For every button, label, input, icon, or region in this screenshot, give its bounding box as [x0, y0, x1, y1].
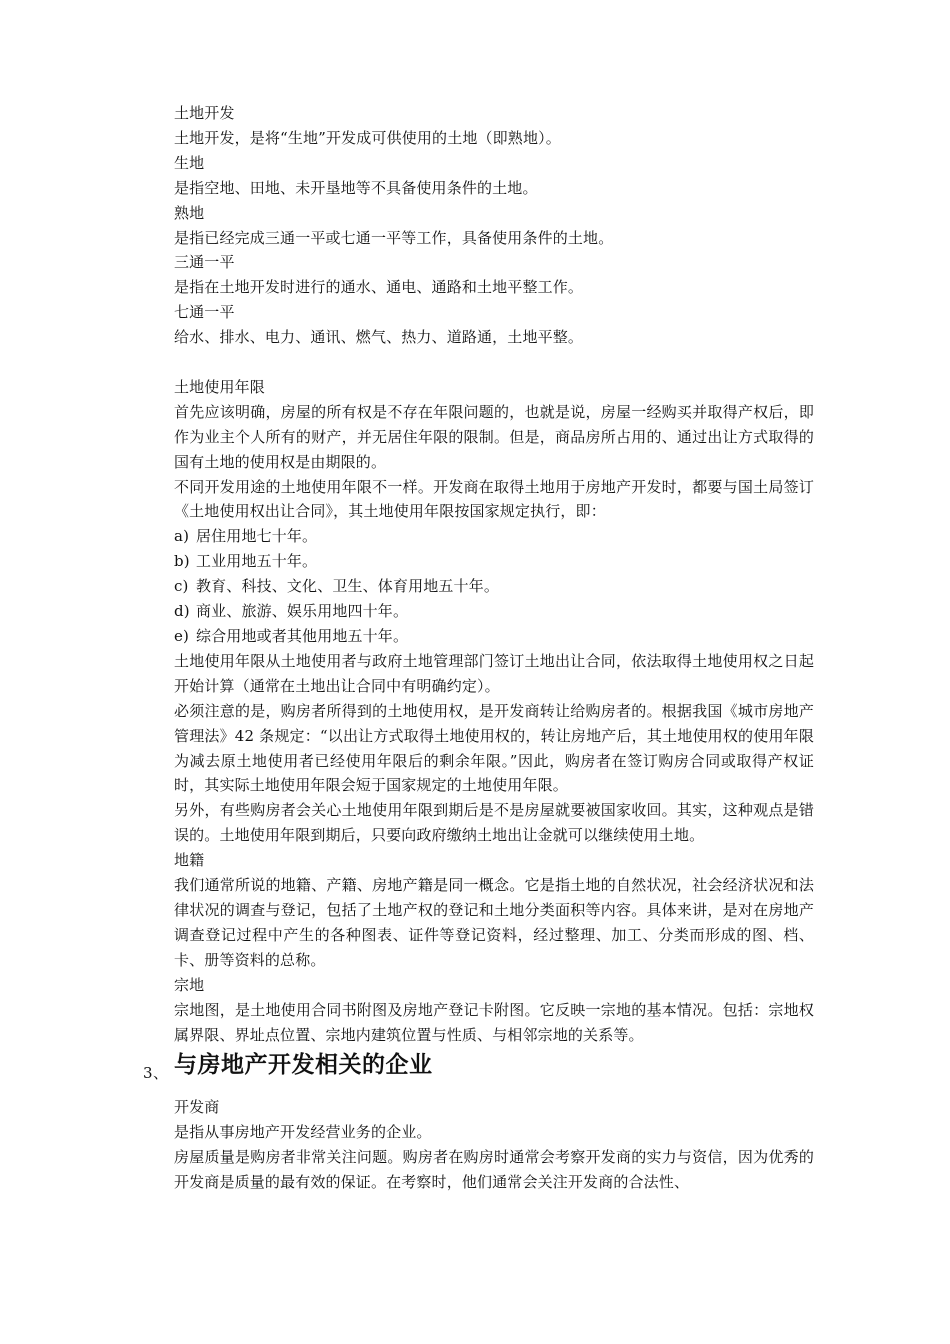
paragraph: 不同开发用途的土地使用年限不一样。开发商在取得土地用于房地产开发时，都要与国土局签订《土地使用权出让合同》，其土地使用年限按国家规定执行，即：	[174, 477, 814, 521]
term-definition: 我们通常所说的地籍、产籍、房地产籍是同一概念。它是指土地的自然状况，社会经济状况和法律状况的调查与登记，包括了土地产权的登记和土地分类面积等内容。具体来讲，是对在房地产调查登记过程中产生的各种图表、证件等登记资料，经过整理、加工、分类而形成的图、档、卡、册等资料的总称。	[174, 876, 814, 969]
list-marker: c)	[174, 577, 189, 596]
section-number: 3、	[143, 1064, 169, 1083]
term-title: 开发商	[174, 1098, 220, 1117]
list-item	[174, 624, 814, 649]
section-heading	[143, 1049, 814, 1083]
blank-line	[174, 350, 814, 375]
list-item	[174, 574, 814, 599]
term-definition: 给水、排水、电力、通讯、燃气、热力、道路通，土地平整。	[174, 328, 584, 347]
term-title: 生地	[174, 153, 205, 172]
term-title: 土地使用年限	[174, 377, 265, 396]
list-text: 教育、科技、文化、卫生、体育用地五十年。	[196, 577, 500, 596]
term-title: 土地开发	[174, 104, 235, 122]
section-title: 与房地产开发相关的企业	[174, 1052, 433, 1079]
list-text: 商业、旅游、娱乐用地四十年。	[196, 602, 409, 621]
term-definition: 土地开发，是将“生地”开发成可供使用的土地（即熟地）。	[174, 128, 561, 147]
paragraph: 首先应该明确，房屋的所有权是不存在年限问题的，也就是说，房屋一经购买并取得产权后，即作为业主个人所有的财产，并无居住年限的限制。但是，商品房所占用的、通过出让方式取得的国有土地的使用权是由期限的。	[174, 402, 814, 471]
list-text: 工业用地五十年。	[196, 552, 318, 571]
list-text: 综合用地或者其他用地五十年。	[196, 627, 409, 646]
term-definition: 宗地图，是土地使用合同书附图及房地产登记卡附图。它反映一宗地的基本情况。包括：宗地权属界限、界址点位置、宗地内建筑位置与性质、与相邻宗地的关系等。	[174, 1000, 814, 1044]
term-definition: 是指已经完成三通一平或七通一平等工作，具备使用条件的土地。	[174, 228, 614, 247]
list-marker: b)	[174, 552, 190, 571]
list-marker: a)	[174, 527, 190, 546]
term-title: 熟地	[174, 203, 205, 222]
paragraph: 土地使用年限从土地使用者与政府土地管理部门签订土地出让合同，依法取得土地使用权之日起开始计算（通常在土地出让合同中有明确约定）。	[174, 651, 814, 695]
term-title: 宗地	[174, 975, 205, 994]
list-marker: e)	[174, 627, 190, 646]
term-title: 七通一平	[174, 303, 235, 322]
list-text: 居住用地七十年。	[196, 527, 318, 546]
term-definition: 是指在土地开发时进行的通水、通电、通路和土地平整工作。	[174, 278, 584, 297]
list-item	[174, 549, 814, 574]
list-item	[174, 599, 814, 624]
term-definition: 是指空地、田地、未开垦地等不具备使用条件的土地。	[174, 178, 538, 197]
term-title: 地籍	[174, 851, 205, 870]
list-item	[174, 524, 814, 549]
paragraph: 必须注意的是，购房者所得到的土地使用权，是开发商转让给购房者的。根据我国《城市房地产管理法》42 条规定：“以出让方式取得土地使用权的，转让房地产后，其土地使用权的使用年限为减去原土地使用者已经使用年限后的剩余年限。”因此，购房者在签订购房合同或取得产权证时，其实际土地使用年限会短于国家规定的土地使用年限。	[174, 701, 814, 795]
term-title: 三通一平	[174, 253, 235, 272]
paragraph: 另外，有些购房者会关心土地使用年限到期后是不是房屋就要被国家收回。其实，这种观点是错误的。土地使用年限到期后，只要向政府缴纳土地出让金就可以继续使用土地。	[174, 801, 814, 845]
paragraph: 房屋质量是购房者非常关注问题。购房者在购房时通常会考察开发商的实力与资信，因为优秀的开发商是质量的最有效的保证。在考察时，他们通常会关注开发商的合法性、	[174, 1148, 814, 1192]
document-body	[143, 101, 814, 1195]
term-definition: 是指从事房地产开发经营业务的企业。	[174, 1123, 432, 1142]
list-marker: d)	[174, 602, 190, 621]
